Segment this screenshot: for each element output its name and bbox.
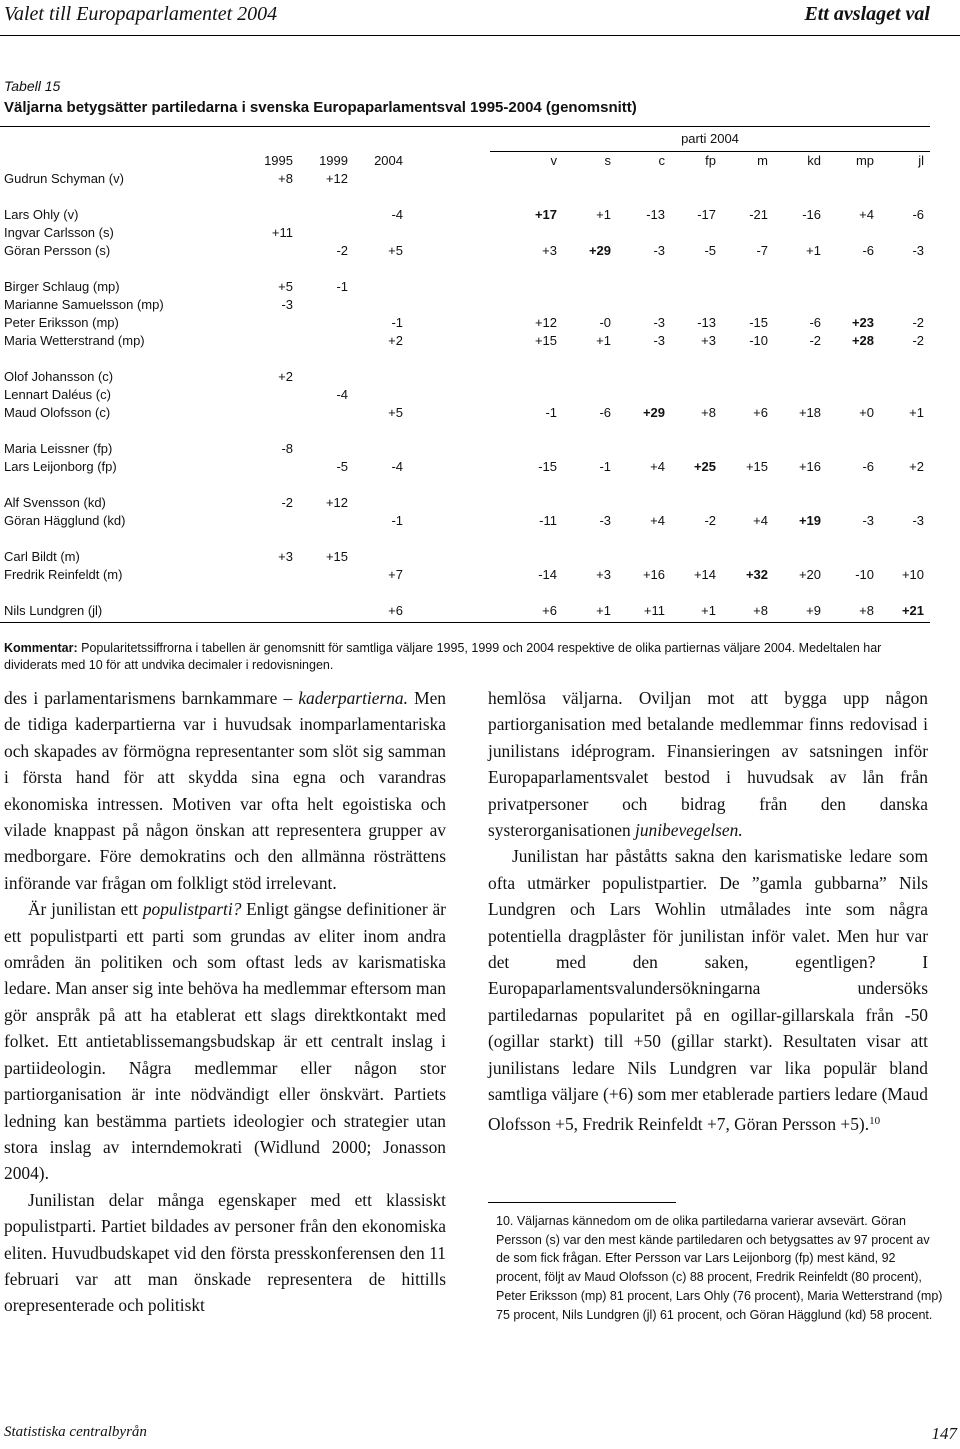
party-leader-name: Nils Lundgren (jl) <box>4 603 103 618</box>
rating-cell: +6 <box>542 603 557 618</box>
rating-cell: +18 <box>798 405 821 420</box>
rating-cell: -5 <box>336 459 348 474</box>
party-leader-name: Maud Olofsson (c) <box>4 405 111 420</box>
running-title: Valet till Europaparlamentet 2004 <box>4 3 278 25</box>
right-paragraph-2: Junilistan har påståtts sakna den karismatiske ledare som ofta utmärker populistpartier. De ”gamla gubbarna” Nils Lundgren och Lars Wohlin utmålades inte som några potentiella dragplåster för junilistan inför valet. Men hur var det med den saken, egentligen? I Europaparlamentsvalundersökningarna undersöks partiledarnas popularitet på en ogillar-gillarskala från -50 (ogillar starkt) till +50 (gillar starkt). Resultaten visar att junilistans ledare Nils Lundgren var lika populär bland samtliga väljare (+6) som mer etablerade partiers ledare (Maud Olofsson +5, Fredrik Reinfeldt +7, Göran Persson +5).$^{10}$ <box>488 846 928 1135</box>
column-header: s <box>604 153 611 168</box>
rating-cell: -4 <box>336 387 348 402</box>
table-row <box>0 512 930 530</box>
rating-cell: -6 <box>862 243 874 258</box>
party-leader-name: Olof Johansson (c) <box>4 369 114 384</box>
rating-cell: +2 <box>909 459 924 474</box>
column-header: fp <box>705 153 716 168</box>
rating-cell: +2 <box>278 369 293 384</box>
rating-cell: -3 <box>912 243 924 258</box>
column-header: mp <box>855 153 874 168</box>
table-top-rule <box>0 126 930 127</box>
rating-cell: +8 <box>278 171 293 186</box>
party-leader-name: Fredrik Reinfeldt (m) <box>4 567 123 582</box>
left-paragraph-3: Junilistan delar många egenskaper med ett klassiskt populistparti. Partiet bildades av personer från den ekonomiska eliten. Huvudbudskapet vid den första presskonferensen den 11 februari var att man önskade representera de hittills orepresenterade och politiskt <box>4 1189 446 1316</box>
header-rule <box>0 35 960 36</box>
party-leader-name: Lars Leijonborg (fp) <box>4 459 117 474</box>
rating-cell: +8 <box>701 405 716 420</box>
rating-cell: +4 <box>650 513 665 528</box>
rating-cell: +25 <box>693 459 716 474</box>
rating-cell: +5 <box>278 279 293 294</box>
rating-cell: -1 <box>391 315 403 330</box>
party-leader-name: Carl Bildt (m) <box>4 549 80 564</box>
left-paragraph-2: Är junilistan ett populistparti? Enligt gängse definitioner är ett populistparti ett parti som grundas av eliter inom andra områden än politiken och som oftast leds av karismatiska ledare. Man anser sig inte behöva ha medlemmar eftersom man gör anspråk på att ha etablerat ett slags direktkontakt med folket. Ett antietablissemangsbudskap är ett centralt inslag i partiideologin. Några medlemmar eller någon stor partiorganisation är inte nödvändigt eller önskvärt. Partiets ledning kan bestämma partiets ideologier och strategier utan stora inslag av interndemokrati (Widlund 2000; Jonasson 2004). <box>4 899 446 1184</box>
table-title: Väljarna betygsätter partiledarna i svenska Europaparlamentsval 1995-2004 (genomsnitt) <box>4 99 637 116</box>
rating-cell: +16 <box>642 567 665 582</box>
rating-cell: -10 <box>749 333 768 348</box>
table-row <box>0 602 930 620</box>
rating-cell: +19 <box>798 513 821 528</box>
rating-cell: -3 <box>653 315 665 330</box>
rating-cell: -1 <box>391 513 403 528</box>
table-row <box>0 170 930 188</box>
rating-cell: +1 <box>596 333 611 348</box>
table-row <box>0 296 930 314</box>
rating-cell: -2 <box>912 315 924 330</box>
rating-cell: +15 <box>325 549 348 564</box>
column-header: 1995 <box>264 153 293 168</box>
chapter-title: Ett avslaget val <box>804 3 930 25</box>
rating-cell: -14 <box>538 567 557 582</box>
rating-cell: +4 <box>650 459 665 474</box>
rating-table <box>0 152 930 620</box>
rating-cell: -2 <box>912 333 924 348</box>
rating-cell: +3 <box>542 243 557 258</box>
rating-cell: -2 <box>809 333 821 348</box>
rating-cell: +3 <box>278 549 293 564</box>
rating-cell: +5 <box>388 405 403 420</box>
rating-cell: +3 <box>596 567 611 582</box>
column-header: 2004 <box>374 153 403 168</box>
rating-cell: +4 <box>859 207 874 222</box>
table-row <box>0 566 930 584</box>
column-header: 1999 <box>319 153 348 168</box>
rating-cell: +32 <box>745 567 768 582</box>
table-header-row <box>0 152 930 170</box>
page-number: 147 <box>931 1424 957 1443</box>
party-leader-name: Maria Leissner (fp) <box>4 441 113 456</box>
rating-cell: -1 <box>545 405 557 420</box>
table-bottom-rule <box>0 622 930 623</box>
body-right-column <box>488 685 928 1138</box>
table-row <box>0 224 930 242</box>
rating-cell: +1 <box>909 405 924 420</box>
rating-cell: -17 <box>697 207 716 222</box>
rating-cell: +8 <box>753 603 768 618</box>
rating-cell: -10 <box>855 567 874 582</box>
rating-cell: +1 <box>596 603 611 618</box>
rating-cell: +12 <box>534 315 557 330</box>
rating-cell: +11 <box>271 225 293 240</box>
table-row <box>0 332 930 350</box>
comment-label: Kommentar: <box>4 641 78 655</box>
rating-cell: -8 <box>281 441 293 456</box>
rating-cell: +1 <box>701 603 716 618</box>
rating-cell: -1 <box>599 459 611 474</box>
party-leader-name: Gudrun Schyman (v) <box>4 171 124 186</box>
rating-cell: +12 <box>325 495 348 510</box>
rating-cell: -2 <box>704 513 716 528</box>
table-row <box>0 242 930 260</box>
rating-cell: -3 <box>599 513 611 528</box>
table-row <box>0 386 930 404</box>
body-left-column <box>4 685 446 1319</box>
party-leader-name: Lars Ohly (v) <box>4 207 79 222</box>
rating-cell: -11 <box>539 513 557 528</box>
party-leader-name: Peter Eriksson (mp) <box>4 315 119 330</box>
rating-cell: +1 <box>596 207 611 222</box>
rating-cell: +8 <box>859 603 874 618</box>
table-comment <box>4 640 929 674</box>
party-leader-name: Birger Schlaug (mp) <box>4 279 120 294</box>
rating-cell: -5 <box>704 243 716 258</box>
rating-cell: +17 <box>534 207 557 222</box>
table-row <box>0 458 930 476</box>
table-row <box>0 440 930 458</box>
rating-cell: -21 <box>749 207 768 222</box>
rating-cell: -3 <box>912 513 924 528</box>
rating-cell: +6 <box>388 603 403 618</box>
column-header: m <box>757 153 768 168</box>
rating-cell: -3 <box>862 513 874 528</box>
rating-cell: +16 <box>798 459 821 474</box>
party-leader-name: Göran Hägglund (kd) <box>4 513 126 528</box>
rating-cell: -2 <box>336 243 348 258</box>
table-row <box>0 278 930 296</box>
rating-cell: -6 <box>599 405 611 420</box>
comment-text: Popularitetssiffrorna i tabellen är genomsnitt för samtliga väljare 1995, 1999 och 2004 respektive de olika partiernas väljare 2004. Medeltalen har dividerats med 10 för att undvika decimaler i redovisningen. <box>4 641 882 672</box>
column-header: c <box>658 153 665 168</box>
rating-cell: +7 <box>388 567 403 582</box>
rating-cell: +29 <box>588 243 611 258</box>
rating-cell: -3 <box>653 243 665 258</box>
footnote-ref: 10 <box>869 1114 881 1127</box>
rating-cell: +21 <box>901 603 924 618</box>
rating-cell: +15 <box>745 459 768 474</box>
rating-cell: +3 <box>701 333 716 348</box>
rating-cell: +23 <box>851 315 874 330</box>
footnote-rule <box>488 1202 676 1203</box>
rating-cell: +15 <box>534 333 557 348</box>
rating-cell: +29 <box>642 405 665 420</box>
rating-cell: +0 <box>859 405 874 420</box>
column-header: jl <box>918 153 924 168</box>
party-leader-name: Alf Svensson (kd) <box>4 495 106 510</box>
rating-cell: +12 <box>325 171 348 186</box>
rating-cell: -3 <box>281 297 293 312</box>
table-row <box>0 206 930 224</box>
rating-cell: +5 <box>388 243 403 258</box>
party-leader-name: Marianne Samuelsson (mp) <box>4 297 164 312</box>
footnote: 10. Väljarnas kännedom om de olika partiledarna varierar avsevärt. Göran Persson (s) var den mest kände partiledaren och betygsattes av 97 procent av de som fick frågan. Efter Persson var Lars Leijonborg (fp) mest känd, 92 procent, följt av Maud Olofsson (c) 88 procent, Fredrik Reinfeldt (80 procent), Peter Eriksson (mp) 81 procent, Lars Ohly (76 procent), Maria Wetterstrand (mp) 75 procent, Nils Lundgren (jl) 61 procent, och Göran Hägglund (kd) 58 procent. <box>496 1214 943 1322</box>
rating-cell: +6 <box>753 405 768 420</box>
rating-cell: +2 <box>388 333 403 348</box>
rating-cell: +28 <box>851 333 874 348</box>
rating-cell: +4 <box>753 513 768 528</box>
rating-cell: -15 <box>749 315 768 330</box>
rating-cell: -2 <box>281 495 293 510</box>
rating-cell: +9 <box>806 603 821 618</box>
rating-cell: -6 <box>809 315 821 330</box>
right-paragraph-1: hemlösa väljarna. Oviljan mot att bygga upp någon partiorganisation med betalande medlemmar finns redovisad i junilistans idéprogram. Finansieringen av satsningen inför Europaparlamentsvalet bestod i huvudsak av lån från privatpersoner och bidrag från den danska systerorganisationen junibevegelsen. <box>488 688 928 841</box>
party-leader-name: Ingvar Carlsson (s) <box>4 225 114 240</box>
column-header: kd <box>807 153 821 168</box>
rating-cell: +14 <box>693 567 716 582</box>
party-leader-name: Göran Persson (s) <box>4 243 111 258</box>
rating-cell: +10 <box>901 567 924 582</box>
party-leader-name: Maria Wetterstrand (mp) <box>4 333 145 348</box>
page-header <box>0 0 960 32</box>
rating-cell: -1 <box>336 279 348 294</box>
rating-cell: -16 <box>802 207 821 222</box>
rating-cell: +11 <box>643 603 665 618</box>
column-header: v <box>550 153 557 168</box>
table-row <box>0 404 930 422</box>
rating-cell: -7 <box>756 243 768 258</box>
rating-cell: -6 <box>862 459 874 474</box>
table-row <box>0 314 930 332</box>
rating-cell: -6 <box>912 207 924 222</box>
rating-cell: -13 <box>697 315 716 330</box>
rating-cell: -4 <box>391 459 403 474</box>
footer-publisher: Statistiska centralbyrån <box>4 1424 147 1440</box>
rating-cell: -4 <box>391 207 403 222</box>
rating-cell: -13 <box>646 207 665 222</box>
left-paragraph-1: des i parlamentarismens barnkammare – kaderpartierna. Men de tidiga kaderpartierna var i huvudsak inomparlamentariska och skapades av förmögna representanter som slöt sig samman i första hand för att skydda sina egna och varandras ekonomiska intressen. Motiven var ofta helt egoistiska och vilade knappast på någon önskan att representera grupper av medborgare. Före demokratins och den allmänna rösträttens införande var frågan om folkligt stöd irrelevant. <box>4 688 446 893</box>
rating-cell: -3 <box>653 333 665 348</box>
rating-cell: -0 <box>599 315 611 330</box>
rating-cell: +1 <box>806 243 821 258</box>
table-row <box>0 548 930 566</box>
table-row <box>0 368 930 386</box>
table-label: Tabell 15 <box>4 78 61 94</box>
rating-cell: +20 <box>798 567 821 582</box>
rating-cell: -15 <box>538 459 557 474</box>
table-group-header: parti 2004 <box>681 131 739 146</box>
party-leader-name: Lennart Daléus (c) <box>4 387 111 402</box>
table-row <box>0 494 930 512</box>
